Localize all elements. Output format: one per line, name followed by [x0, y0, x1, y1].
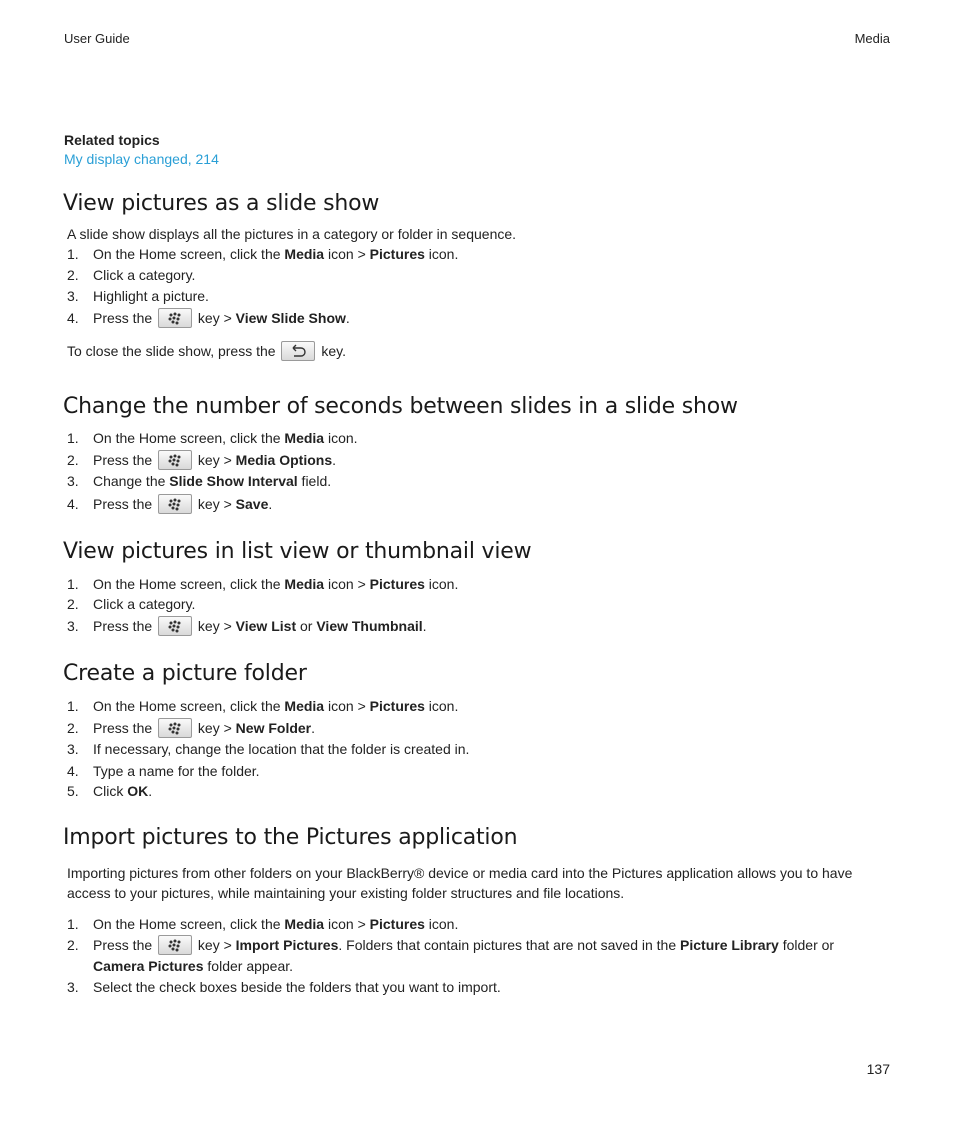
step-number: 3.: [67, 618, 79, 634]
close-instruction: [67, 341, 867, 362]
step-text: icon >: [324, 916, 370, 932]
ui-term: Pictures: [369, 916, 425, 932]
page-number: 137: [866, 1061, 890, 1077]
step-text: On the Home screen, click the: [93, 430, 285, 446]
step-text: icon.: [424, 698, 459, 714]
step-number: 3.: [67, 473, 79, 489]
section-title-list-view: View pictures in list view or thumbnail view: [63, 539, 532, 564]
step-text: .: [332, 452, 337, 468]
step-text: Click a category.: [93, 596, 196, 612]
section-title-slide-show: View pictures as a slide show: [63, 191, 380, 216]
step-text: .: [148, 783, 153, 799]
step-text: Press the: [93, 720, 157, 736]
menu-key-icon: [158, 450, 192, 470]
related-topics: [64, 131, 219, 169]
ui-term: Pictures: [369, 576, 425, 592]
step-number: 1.: [67, 246, 79, 262]
step-text: folder or: [778, 937, 835, 953]
ui-term: Slide Show Interval: [169, 473, 298, 489]
step-number: 2.: [67, 596, 79, 612]
para-text: key.: [317, 343, 346, 359]
step-text: .: [422, 618, 427, 634]
ui-term: Media Options: [235, 452, 333, 468]
step-text: Select the check boxes beside the folders that you want to import.: [93, 979, 501, 995]
step-number: 3.: [67, 741, 79, 757]
step-number: 3.: [67, 288, 79, 304]
step-text: key >: [194, 937, 236, 953]
step-number: 1.: [67, 576, 79, 592]
ui-term: View List: [235, 618, 297, 634]
section-title-create-folder: Create a picture folder: [63, 661, 307, 686]
menu-key-icon: [158, 935, 192, 955]
step-text: Press the: [93, 937, 157, 953]
ui-term: Media: [284, 430, 325, 446]
step-text: Highlight a picture.: [93, 288, 209, 304]
step-number: 1.: [67, 698, 79, 714]
ui-term: OK: [127, 783, 149, 799]
step-text: .: [311, 720, 316, 736]
step-text: On the Home screen, click the: [93, 246, 285, 262]
step-text: Press the: [93, 496, 157, 512]
step-text: or: [296, 618, 317, 634]
ui-term: Media: [284, 246, 325, 262]
step-text: key >: [194, 310, 236, 326]
escape-key-icon: [281, 341, 315, 361]
step-text: On the Home screen, click the: [93, 576, 285, 592]
step-number: 4.: [67, 496, 79, 512]
step-text: Press the: [93, 618, 157, 634]
section-intro: Importing pictures from other folders on your BlackBerry® device or media card into the Pictures application allows you to have access to your pictures, while maintaining your existing folder structures and file locations.: [67, 865, 853, 901]
menu-key-icon: [158, 616, 192, 636]
step-text: icon.: [424, 246, 459, 262]
step-text: . Folders that contain pictures that are not saved in the: [338, 937, 681, 953]
step-number: 2.: [67, 267, 79, 283]
ui-term: View Thumbnail: [316, 618, 423, 634]
step-text: icon >: [324, 576, 370, 592]
ui-term: Import Pictures: [235, 937, 339, 953]
section-title-import-pictures: Import pictures to the Pictures application: [63, 825, 518, 850]
step-number: 4.: [67, 763, 79, 779]
running-header-section: Media: [854, 31, 890, 46]
step-text: Press the: [93, 310, 157, 326]
step-text: Click: [93, 783, 128, 799]
step-text: If necessary, change the location that the folder is created in.: [93, 741, 470, 757]
section-intro: A slide show displays all the pictures in a category or folder in sequence.: [67, 226, 517, 242]
step-number: 1.: [67, 430, 79, 446]
step-text: Press the: [93, 452, 157, 468]
step-number: 1.: [67, 916, 79, 932]
step-text: icon.: [424, 576, 459, 592]
step-text: key >: [194, 452, 236, 468]
step-text: On the Home screen, click the: [93, 698, 285, 714]
ui-term: Pictures: [369, 698, 425, 714]
menu-key-icon: [158, 494, 192, 514]
section-title-slide-interval: Change the number of seconds between slides in a slide show: [63, 394, 738, 419]
ui-term: View Slide Show: [235, 310, 346, 326]
step-number: 2.: [67, 720, 79, 736]
step-text: Type a name for the folder.: [93, 763, 260, 779]
step-text: field.: [297, 473, 332, 489]
step-number: 2.: [67, 452, 79, 468]
step-text: .: [345, 310, 350, 326]
ui-term: Media: [284, 698, 325, 714]
step-text: folder appear.: [203, 958, 294, 974]
ui-term: Pictures: [369, 246, 425, 262]
step-text: On the Home screen, click the: [93, 916, 285, 932]
step-text: Click a category.: [93, 267, 196, 283]
menu-key-icon: [158, 718, 192, 738]
related-topics-title: Related topics: [64, 132, 160, 148]
step-text: Change the: [93, 473, 170, 489]
step-text: .: [268, 496, 273, 512]
related-topic-link[interactable]: My display changed, 214: [64, 151, 219, 167]
step-text: icon.: [324, 430, 358, 446]
ui-term: New Folder: [235, 720, 312, 736]
step-text: key >: [194, 720, 236, 736]
ui-term: Media: [284, 576, 325, 592]
menu-key-icon: [158, 308, 192, 328]
step-text: icon.: [424, 916, 459, 932]
step-number: 2.: [67, 937, 79, 953]
step-number: 5.: [67, 783, 79, 799]
ui-term: Picture Library: [680, 937, 779, 953]
ui-term: Media: [284, 916, 325, 932]
ui-term: Save: [235, 496, 269, 512]
step-text: icon >: [324, 698, 370, 714]
step-number: 4.: [67, 310, 79, 326]
step-number: 3.: [67, 979, 79, 995]
step-text: key >: [194, 496, 236, 512]
para-text: To close the slide show, press the: [67, 343, 280, 359]
step-text: key >: [194, 618, 236, 634]
running-header-title: User Guide: [64, 31, 130, 46]
step-text: icon >: [324, 246, 370, 262]
ui-term: Camera Pictures: [93, 958, 204, 974]
